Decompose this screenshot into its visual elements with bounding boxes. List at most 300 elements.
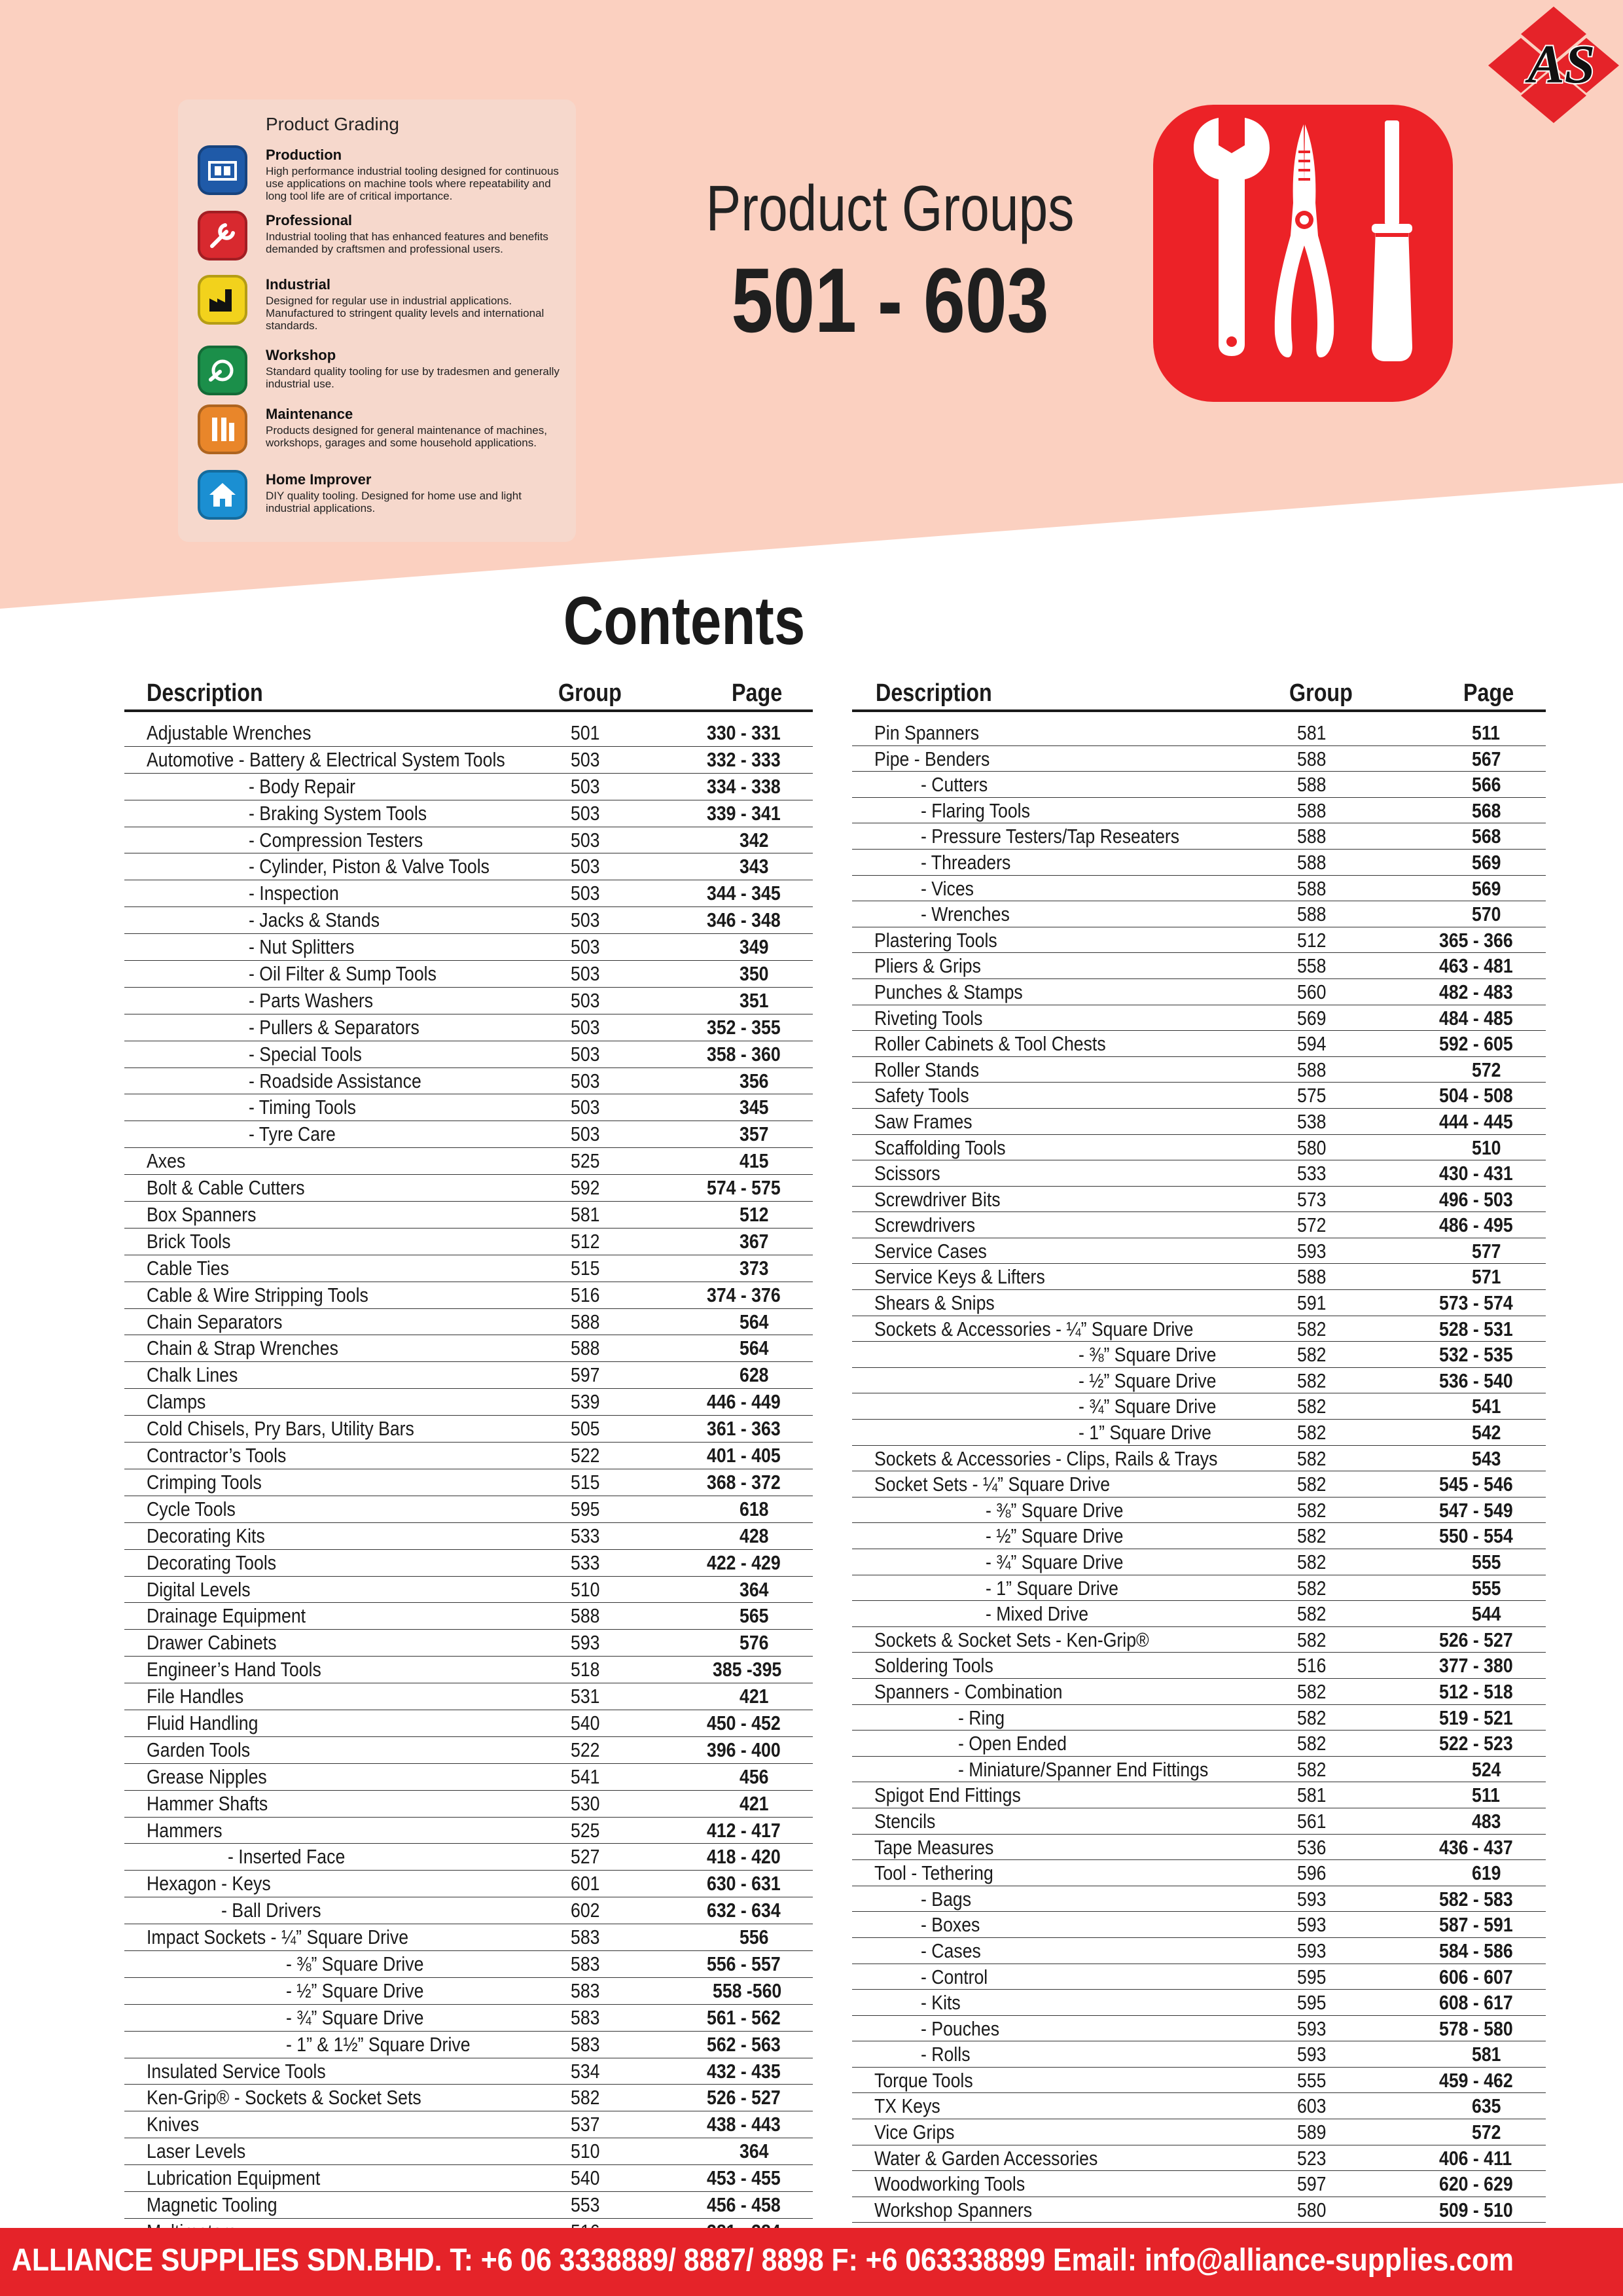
table-row bbox=[124, 907, 813, 934]
row-description: Lubrication Equipment bbox=[147, 2166, 321, 2190]
row-group: 555 bbox=[1297, 2068, 1327, 2092]
table-row bbox=[852, 2068, 1546, 2094]
row-description: - ¾” Square Drive bbox=[286, 2005, 424, 2029]
grade-name: Maintenance bbox=[266, 406, 353, 422]
row-group: 597 bbox=[571, 1363, 600, 1387]
table-row bbox=[124, 1282, 813, 1309]
grade-professional bbox=[198, 211, 564, 276]
table-row bbox=[124, 1335, 813, 1362]
table-row bbox=[852, 1160, 1546, 1187]
table-row bbox=[124, 1818, 813, 1844]
grade-workshop bbox=[198, 346, 564, 411]
row-group: 503 bbox=[571, 774, 600, 798]
row-group: 503 bbox=[571, 1042, 600, 1066]
row-group: 558 bbox=[1297, 954, 1327, 978]
table-row bbox=[124, 1362, 813, 1389]
col-group-header: Group bbox=[558, 679, 622, 707]
grade-industrial bbox=[198, 275, 564, 340]
row-page: 528 - 531 bbox=[1439, 1317, 1513, 1340]
row-group: 503 bbox=[571, 1096, 600, 1119]
row-group: 537 bbox=[571, 2113, 600, 2136]
row-page: 566 bbox=[1472, 773, 1501, 797]
row-page: 565 bbox=[740, 1604, 769, 1628]
row-page: 567 bbox=[1472, 747, 1501, 770]
table-row bbox=[124, 1094, 813, 1121]
row-group: 501 bbox=[571, 721, 600, 744]
row-group: 533 bbox=[571, 1551, 600, 1574]
row-description: Screwdriver Bits bbox=[874, 1187, 1001, 1211]
table-row bbox=[124, 934, 813, 961]
row-group: 531 bbox=[571, 1685, 600, 1708]
row-group: 512 bbox=[1297, 928, 1327, 952]
row-group: 522 bbox=[571, 1738, 600, 1761]
table-row bbox=[124, 1309, 813, 1336]
row-description: - Open Ended bbox=[958, 1732, 1067, 1755]
table-row bbox=[124, 1657, 813, 1683]
table-row bbox=[852, 1835, 1546, 1861]
table-row bbox=[124, 961, 813, 988]
row-page: 582 - 583 bbox=[1439, 1887, 1513, 1910]
row-group: 593 bbox=[1297, 1913, 1327, 1937]
table-row bbox=[124, 1121, 813, 1148]
row-description: - Boxes bbox=[921, 1913, 980, 1937]
table-row bbox=[124, 1202, 813, 1229]
row-page: 571 bbox=[1472, 1265, 1501, 1289]
row-description: Clamps bbox=[147, 1390, 206, 1414]
table-row bbox=[124, 747, 813, 774]
row-description: - Nut Splitters bbox=[249, 935, 355, 959]
row-page: 632 - 634 bbox=[707, 1899, 781, 1922]
row-page: 619 bbox=[1472, 1861, 1501, 1885]
table-row bbox=[852, 850, 1546, 876]
row-group: 553 bbox=[571, 2193, 600, 2216]
row-group: 593 bbox=[1297, 2043, 1327, 2066]
table-row bbox=[852, 2171, 1546, 2197]
row-description: - Jacks & Stands bbox=[249, 908, 380, 932]
row-description: Grease Nipples bbox=[147, 1765, 267, 1788]
table-row bbox=[124, 1550, 813, 1577]
row-description: Riveting Tools bbox=[874, 1006, 983, 1030]
table-row bbox=[124, 2032, 813, 2058]
table-row bbox=[852, 1575, 1546, 1602]
row-group: 582 bbox=[1297, 1576, 1327, 1600]
table-row bbox=[852, 1342, 1546, 1368]
table-row bbox=[852, 876, 1546, 902]
row-description: Spanners - Combination bbox=[874, 1679, 1063, 1703]
row-page: 519 - 521 bbox=[1439, 1706, 1513, 1729]
row-page: 542 bbox=[1472, 1421, 1501, 1444]
row-group: 595 bbox=[571, 1497, 600, 1520]
table-row bbox=[124, 1710, 813, 1737]
row-page: 446 - 449 bbox=[707, 1390, 781, 1414]
row-page: 524 bbox=[1472, 1757, 1501, 1781]
row-page: 422 - 429 bbox=[707, 1551, 781, 1574]
row-group: 596 bbox=[1297, 1861, 1327, 1885]
row-group: 582 bbox=[1297, 1628, 1327, 1651]
row-group: 583 bbox=[571, 1979, 600, 2002]
table-row bbox=[852, 1653, 1546, 1679]
row-page: 526 - 527 bbox=[707, 2086, 781, 2109]
row-page: 522 - 523 bbox=[1439, 1732, 1513, 1755]
row-description: - ¾” Square Drive bbox=[986, 1551, 1124, 1573]
row-page: 339 - 341 bbox=[707, 801, 781, 825]
row-page: 351 bbox=[740, 988, 769, 1012]
col-description-header: Description bbox=[876, 679, 992, 707]
row-page: 330 - 331 bbox=[707, 721, 781, 744]
row-page: 373 bbox=[740, 1256, 769, 1280]
row-description: Insulated Service Tools bbox=[147, 2059, 326, 2083]
row-description: Garden Tools bbox=[147, 1738, 251, 1761]
row-group: 538 bbox=[1297, 1109, 1327, 1133]
table-row bbox=[852, 1316, 1546, 1342]
row-group: 503 bbox=[571, 828, 600, 852]
row-page: 564 bbox=[740, 1336, 769, 1360]
row-page: 555 bbox=[1472, 1551, 1501, 1573]
table-row bbox=[124, 1737, 813, 1764]
row-group: 582 bbox=[1297, 1473, 1327, 1496]
table-row bbox=[852, 772, 1546, 798]
row-description: Magnetic Tooling bbox=[147, 2193, 277, 2216]
row-description: Workshop Spanners bbox=[874, 2198, 1033, 2221]
table-row bbox=[124, 1416, 813, 1443]
table-row bbox=[852, 1264, 1546, 1290]
table-row bbox=[852, 1057, 1546, 1083]
row-description: - Parts Washers bbox=[249, 988, 374, 1012]
table-row bbox=[852, 1705, 1546, 1731]
row-page: 377 - 380 bbox=[1439, 1654, 1513, 1677]
row-description: Knives bbox=[147, 2113, 200, 2136]
row-page: 486 - 495 bbox=[1439, 1213, 1513, 1237]
table-row bbox=[852, 1005, 1546, 1031]
row-description: - Special Tools bbox=[249, 1042, 362, 1066]
row-group: 582 bbox=[1297, 1706, 1327, 1729]
row-page: 456 - 458 bbox=[707, 2193, 781, 2216]
table-row bbox=[852, 1731, 1546, 1757]
table-row bbox=[124, 1496, 813, 1523]
row-page: 570 bbox=[1472, 903, 1501, 926]
maintenance-icon bbox=[198, 404, 247, 454]
row-description: Tape Measures bbox=[874, 1835, 994, 1859]
row-page: 569 bbox=[1472, 876, 1501, 900]
table-row bbox=[852, 1290, 1546, 1316]
row-page: 569 bbox=[1472, 850, 1501, 874]
row-page: 428 bbox=[740, 1524, 769, 1547]
row-description: - Cutters bbox=[921, 773, 988, 797]
table-row bbox=[852, 1368, 1546, 1394]
table-row bbox=[124, 2165, 813, 2192]
row-description: Drawer Cabinets bbox=[147, 1631, 277, 1655]
table-row bbox=[124, 1791, 813, 1818]
row-group: 595 bbox=[1297, 1991, 1327, 2015]
table-header bbox=[124, 677, 813, 712]
row-page: 608 - 617 bbox=[1439, 1991, 1513, 2015]
row-description: - Cases bbox=[921, 1939, 981, 1962]
row-group: 525 bbox=[571, 1149, 600, 1173]
row-description: Cold Chisels, Pry Bars, Utility Bars bbox=[147, 1417, 414, 1441]
row-page: 401 - 405 bbox=[707, 1444, 781, 1467]
row-description: - 1” Square Drive bbox=[1079, 1421, 1211, 1444]
table-row bbox=[124, 720, 813, 747]
table-row bbox=[852, 1938, 1546, 1964]
row-group: 582 bbox=[571, 2086, 600, 2109]
table-row bbox=[852, 1187, 1546, 1213]
row-description: Screwdrivers bbox=[874, 1213, 976, 1237]
row-page: 555 bbox=[1472, 1576, 1501, 1600]
row-group: 523 bbox=[1297, 2146, 1327, 2170]
row-page: 352 - 355 bbox=[707, 1015, 781, 1039]
row-description: Tool - Tethering bbox=[874, 1861, 993, 1885]
table-row bbox=[124, 988, 813, 1014]
row-description: - Wrenches bbox=[921, 903, 1010, 926]
row-group: 581 bbox=[1297, 721, 1327, 744]
table-row bbox=[852, 746, 1546, 772]
row-group: 515 bbox=[571, 1470, 600, 1494]
row-page: 512 bbox=[740, 1203, 769, 1227]
table-row bbox=[852, 2119, 1546, 2145]
row-description: Adjustable Wrenches bbox=[147, 721, 312, 744]
row-description: Cycle Tools bbox=[147, 1497, 236, 1520]
table-row bbox=[852, 953, 1546, 979]
row-description: Decorating Tools bbox=[147, 1551, 277, 1574]
table-row bbox=[852, 1471, 1546, 1498]
row-page: 618 bbox=[740, 1497, 769, 1520]
row-page: 556 - 557 bbox=[707, 1952, 781, 1975]
row-description: Cable & Wire Stripping Tools bbox=[147, 1283, 368, 1306]
row-page: 430 - 431 bbox=[1439, 1162, 1513, 1185]
grade-desc: Products designed for general maintenance of machines, workshops, garages and some household applications. bbox=[266, 424, 547, 449]
row-group: 527 bbox=[571, 1845, 600, 1869]
row-description: Bolt & Cable Cutters bbox=[147, 1176, 305, 1200]
table-row bbox=[852, 927, 1546, 954]
row-group: 592 bbox=[571, 1176, 600, 1200]
row-group: 505 bbox=[571, 1417, 600, 1441]
row-page: 562 - 563 bbox=[707, 2032, 781, 2056]
row-description: - Ring bbox=[958, 1706, 1005, 1729]
row-page: 334 - 338 bbox=[707, 774, 781, 798]
row-description: Sockets & Accessories - ¼” Square Drive bbox=[874, 1317, 1194, 1340]
row-group: 573 bbox=[1297, 1187, 1327, 1211]
row-group: 595 bbox=[1297, 1965, 1327, 1988]
table-row bbox=[852, 1627, 1546, 1653]
table-row bbox=[852, 2145, 1546, 2172]
table-row bbox=[124, 774, 813, 800]
row-group: 503 bbox=[571, 1069, 600, 1092]
grade-desc: Industrial tooling that has enhanced features and benefits demanded by craftsmen and professional users. bbox=[266, 230, 548, 255]
row-description: TX Keys bbox=[874, 2094, 940, 2118]
table-row bbox=[124, 800, 813, 827]
table-row bbox=[852, 1964, 1546, 1990]
row-group: 581 bbox=[1297, 1784, 1327, 1807]
row-page: 544 bbox=[1472, 1602, 1501, 1626]
table-row bbox=[852, 1912, 1546, 1938]
row-description: - Inserted Face bbox=[228, 1845, 346, 1869]
table-row bbox=[852, 1679, 1546, 1705]
page-title: Product Groups bbox=[705, 172, 1075, 244]
table-row bbox=[124, 1978, 813, 2005]
row-group: 588 bbox=[1297, 850, 1327, 874]
row-group: 583 bbox=[571, 2005, 600, 2029]
row-page: 635 bbox=[1472, 2094, 1501, 2118]
row-page: 459 - 462 bbox=[1439, 2068, 1513, 2092]
grade-name: Industrial bbox=[266, 276, 331, 293]
row-description: Service Cases bbox=[874, 1239, 987, 1263]
col-page-header: Page bbox=[732, 679, 783, 707]
row-group: 503 bbox=[571, 908, 600, 932]
table-row bbox=[124, 1068, 813, 1095]
table-row bbox=[852, 1135, 1546, 1161]
table-row bbox=[124, 2005, 813, 2032]
row-description: Woodworking Tools bbox=[874, 2172, 1026, 2196]
row-group: 582 bbox=[1297, 1498, 1327, 1522]
row-page: 581 bbox=[1472, 2043, 1501, 2066]
row-group: 582 bbox=[1297, 1732, 1327, 1755]
row-group: 503 bbox=[571, 747, 600, 771]
row-group: 582 bbox=[1297, 1421, 1327, 1444]
row-page: 385 -395 bbox=[713, 1658, 782, 1681]
row-group: 588 bbox=[1297, 1265, 1327, 1289]
row-page: 536 - 540 bbox=[1439, 1369, 1513, 1392]
row-description: Torque Tools bbox=[874, 2068, 973, 2092]
row-page: 350 bbox=[740, 962, 769, 986]
row-page: 545 - 546 bbox=[1439, 1473, 1513, 1496]
row-description: Hammers bbox=[147, 1818, 223, 1842]
row-page: 541 bbox=[1472, 1395, 1501, 1418]
row-page: 463 - 481 bbox=[1439, 954, 1513, 978]
row-page: 482 - 483 bbox=[1439, 980, 1513, 1003]
row-description: - Kits bbox=[921, 1991, 961, 2015]
table-row bbox=[852, 2093, 1546, 2119]
table-row bbox=[124, 1014, 813, 1041]
table-row bbox=[124, 827, 813, 854]
table-row bbox=[852, 1031, 1546, 1057]
row-group: 541 bbox=[571, 1765, 600, 1788]
row-description: - ½” Square Drive bbox=[286, 1979, 424, 2002]
row-description: - Ball Drivers bbox=[221, 1899, 321, 1922]
row-group: 582 bbox=[1297, 1757, 1327, 1781]
row-description: Brick Tools bbox=[147, 1229, 231, 1253]
row-description: Shears & Snips bbox=[874, 1291, 995, 1315]
row-group: 572 bbox=[1297, 1213, 1327, 1237]
row-group: 582 bbox=[1297, 1446, 1327, 1470]
row-page: 572 bbox=[1472, 2121, 1501, 2144]
table-row bbox=[124, 1603, 813, 1630]
footer-bar bbox=[0, 2228, 1623, 2296]
row-page: 361 - 363 bbox=[707, 1417, 781, 1441]
row-page: 364 bbox=[740, 1577, 769, 1601]
row-description: Hammer Shafts bbox=[147, 1791, 268, 1815]
row-group: 561 bbox=[1297, 1809, 1327, 1833]
row-page: 587 - 591 bbox=[1439, 1913, 1513, 1937]
table-row bbox=[124, 1523, 813, 1550]
row-page: 526 - 527 bbox=[1439, 1628, 1513, 1651]
table-row bbox=[124, 1469, 813, 1496]
grade-name: Home Improver bbox=[266, 471, 372, 488]
row-description: Pin Spanners bbox=[874, 721, 980, 744]
row-group: 503 bbox=[571, 855, 600, 878]
row-description: Saw Frames bbox=[874, 1109, 972, 1133]
row-description: Pliers & Grips bbox=[874, 954, 981, 978]
row-description: Box Spanners bbox=[147, 1203, 257, 1227]
row-group: 516 bbox=[1297, 1654, 1327, 1677]
table-row bbox=[852, 1860, 1546, 1886]
row-description: Crimping Tools bbox=[147, 1470, 262, 1494]
row-group: 593 bbox=[1297, 1887, 1327, 1910]
grade-production bbox=[198, 145, 564, 211]
logo-text: AS bbox=[1527, 34, 1596, 95]
row-description: - Tyre Care bbox=[249, 1122, 336, 1146]
row-description: - Pouches bbox=[921, 2017, 1000, 2040]
row-description: Soldering Tools bbox=[874, 1654, 993, 1677]
row-group: 503 bbox=[571, 1015, 600, 1039]
row-group: 522 bbox=[571, 1444, 600, 1467]
row-group: 588 bbox=[1297, 747, 1327, 770]
row-group: 530 bbox=[571, 1791, 600, 1815]
table-row bbox=[124, 880, 813, 907]
row-description: File Handles bbox=[147, 1685, 244, 1708]
table-row bbox=[124, 1951, 813, 1978]
wrench-icon bbox=[1194, 118, 1270, 356]
row-description: Safety Tools bbox=[874, 1084, 969, 1107]
table-row bbox=[124, 1041, 813, 1068]
row-page: 543 bbox=[1472, 1446, 1501, 1470]
row-group: 593 bbox=[1297, 1239, 1327, 1263]
row-description: - Roadside Assistance bbox=[249, 1069, 421, 1092]
table-row bbox=[852, 2041, 1546, 2068]
row-page: 510 bbox=[1472, 1136, 1501, 1159]
grade-maintenance bbox=[198, 404, 564, 470]
row-page: 512 - 518 bbox=[1439, 1679, 1513, 1703]
row-group: 536 bbox=[1297, 1835, 1327, 1859]
row-description: - Vices bbox=[921, 876, 974, 900]
row-page: 511 bbox=[1472, 1784, 1501, 1807]
row-group: 503 bbox=[571, 988, 600, 1012]
row-group: 503 bbox=[571, 935, 600, 959]
row-group: 603 bbox=[1297, 2094, 1327, 2118]
table-row bbox=[852, 798, 1546, 824]
screwdriver-icon bbox=[1372, 120, 1412, 361]
table-row bbox=[124, 1871, 813, 1897]
row-description: Automotive - Battery & Electrical System Tools bbox=[147, 747, 505, 771]
row-description: - ¾” Square Drive bbox=[1079, 1395, 1217, 1418]
row-description: - 1” Square Drive bbox=[986, 1576, 1118, 1600]
row-page: 511 bbox=[1472, 721, 1501, 744]
row-description: Axes bbox=[147, 1149, 186, 1173]
row-description: Sockets & Socket Sets - Ken-Grip® bbox=[874, 1628, 1149, 1651]
table-row bbox=[124, 853, 813, 880]
col-page-header: Page bbox=[1463, 679, 1514, 707]
table-body bbox=[124, 720, 813, 2246]
row-description: - Rolls bbox=[921, 2043, 971, 2066]
table-row bbox=[124, 1924, 813, 1951]
row-group: 588 bbox=[1297, 876, 1327, 900]
row-page: 365 - 366 bbox=[1439, 928, 1513, 952]
table-row bbox=[852, 1420, 1546, 1446]
row-group: 503 bbox=[571, 801, 600, 825]
row-description: - Bags bbox=[921, 1887, 972, 1910]
row-page: 606 - 607 bbox=[1439, 1965, 1513, 1988]
professional-icon bbox=[198, 211, 247, 260]
row-description: - Threaders bbox=[921, 850, 1011, 874]
grade-desc: High performance industrial tooling designed for continuous use applications on machine tools where repeatability and long tool life are of critical importance. bbox=[266, 165, 559, 202]
row-page: 450 - 452 bbox=[707, 1711, 781, 1734]
table-row bbox=[852, 1886, 1546, 1912]
row-page: 358 - 360 bbox=[707, 1042, 781, 1066]
table-row bbox=[124, 1443, 813, 1469]
row-description: Roller Stands bbox=[874, 1058, 980, 1081]
row-group: 588 bbox=[1297, 903, 1327, 926]
row-page: 620 - 629 bbox=[1439, 2172, 1513, 2196]
product-grading-panel bbox=[178, 99, 576, 542]
